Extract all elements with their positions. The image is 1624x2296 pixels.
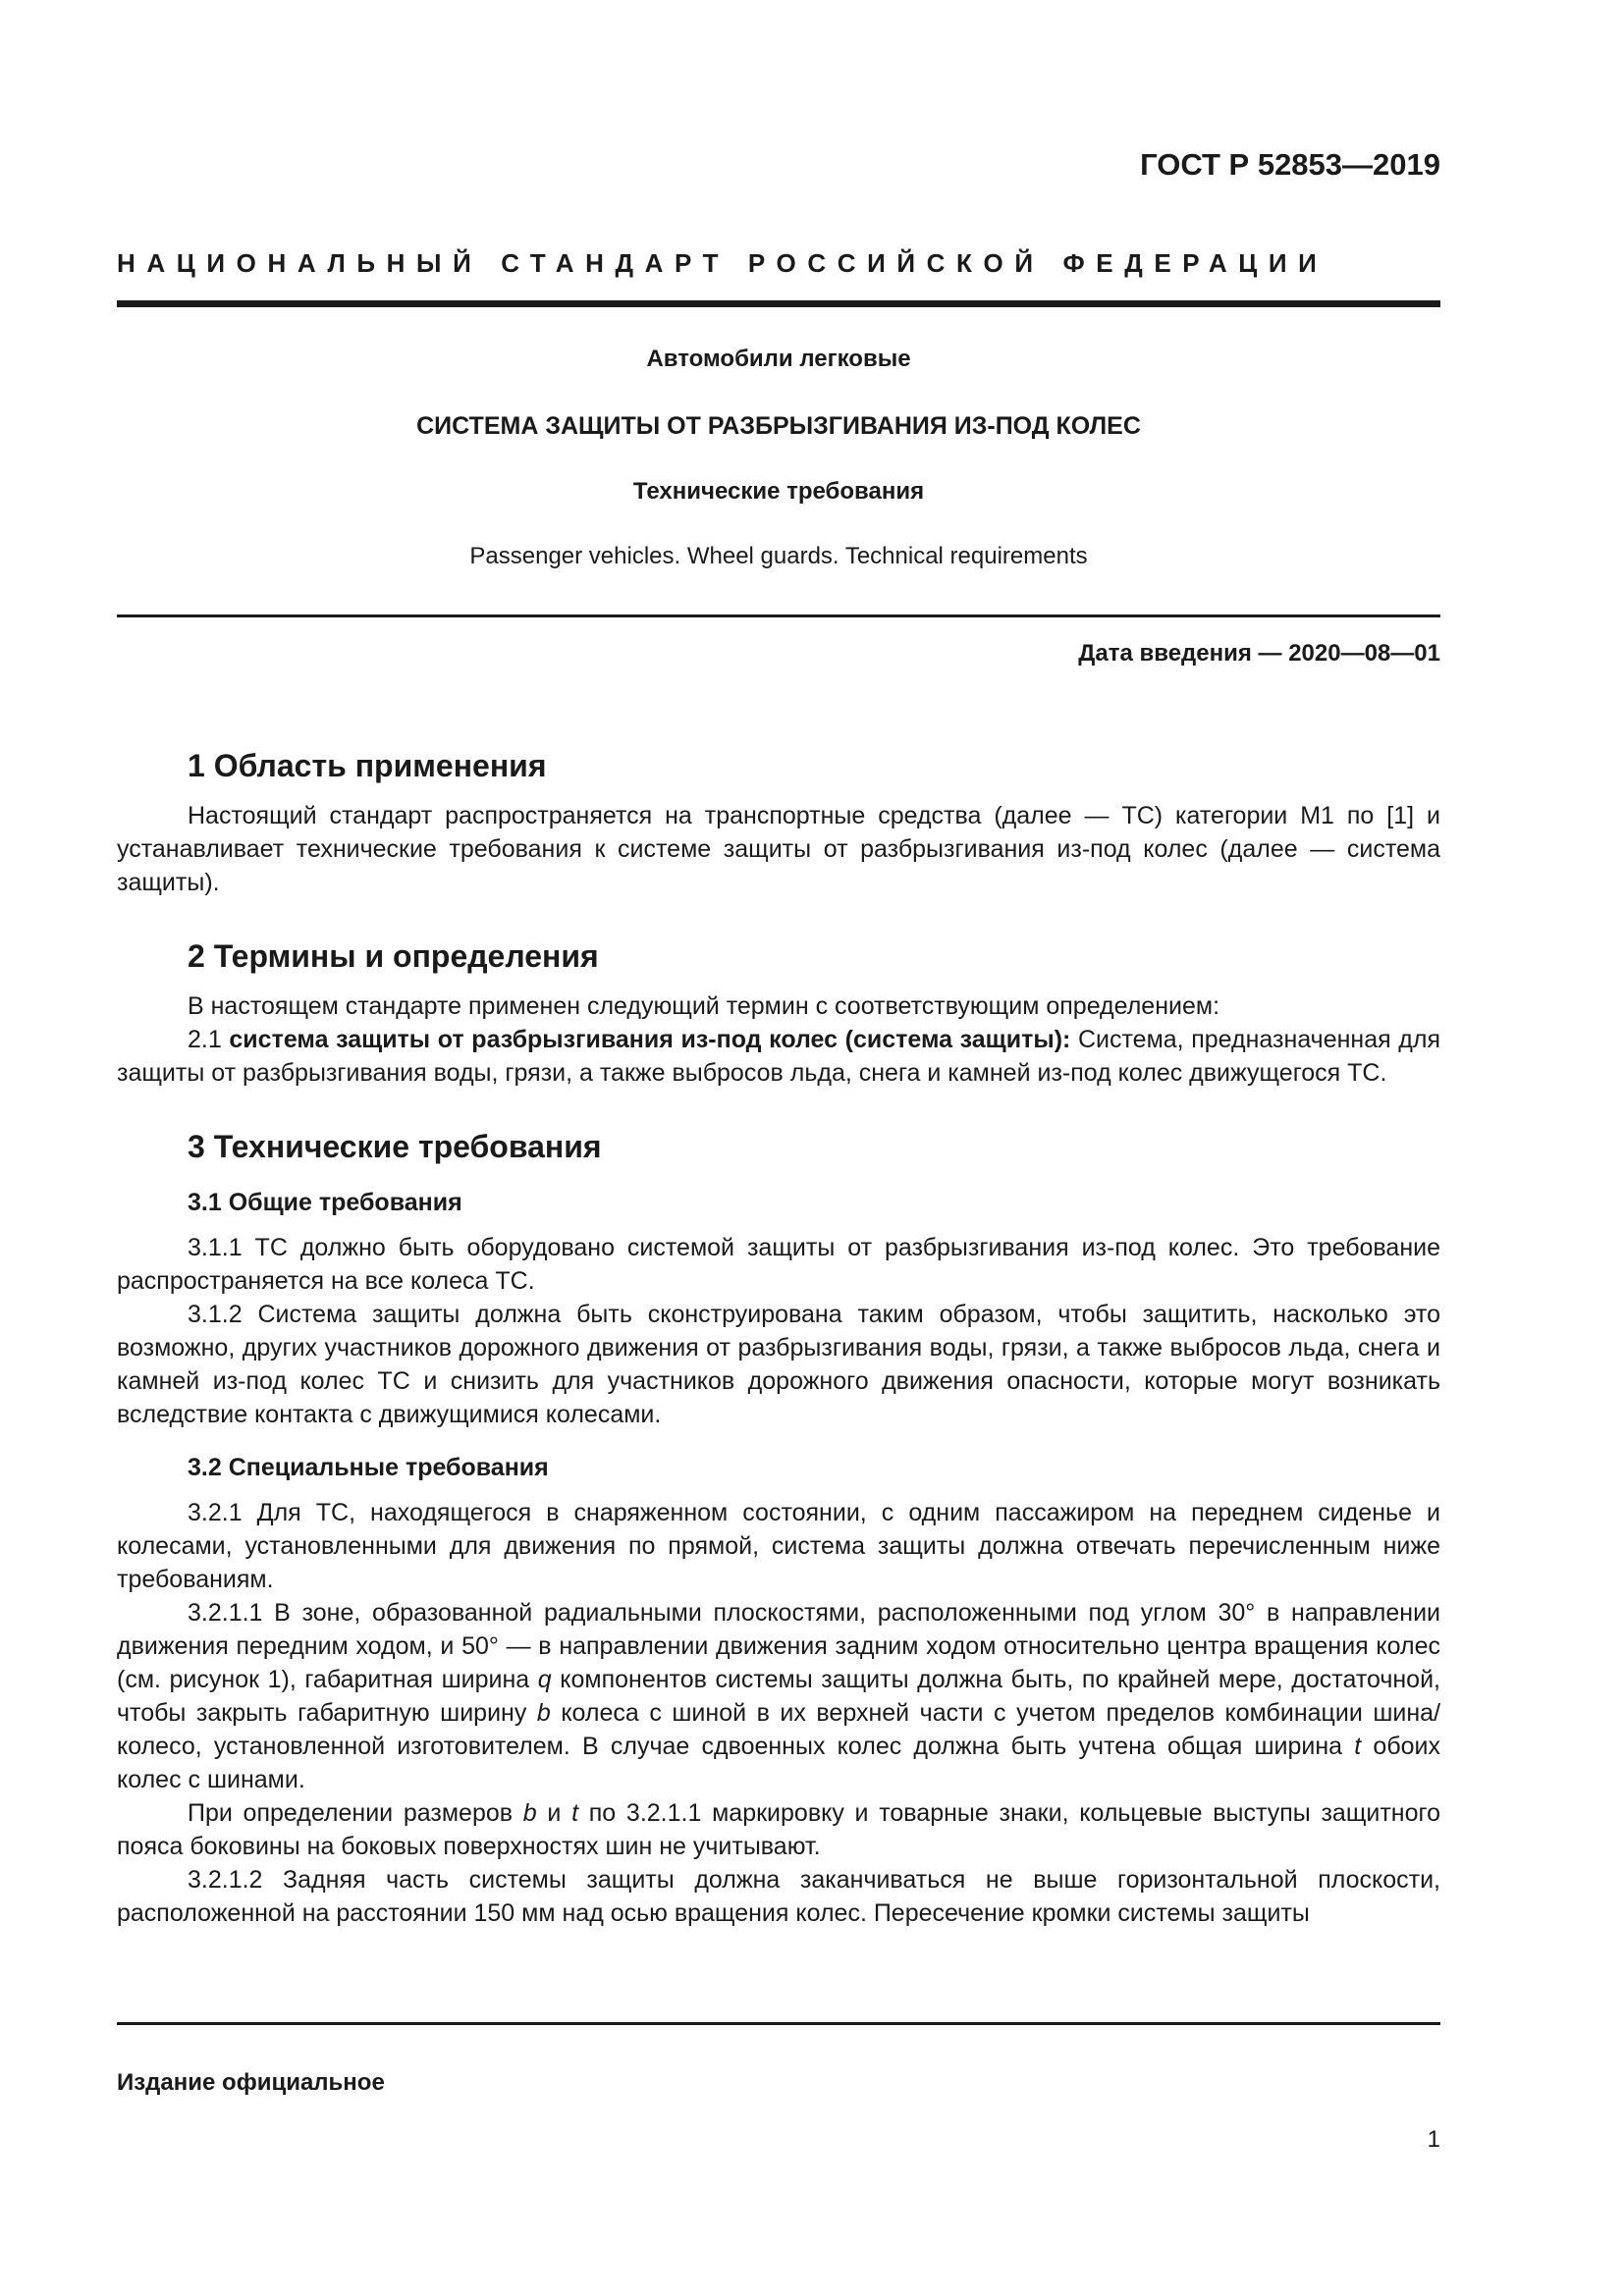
category-title: Автомобили легковые <box>646 346 911 372</box>
variable-b: b <box>536 1699 551 1727</box>
clause-dimension-note <box>117 1796 1440 1863</box>
term-definition: Система, предназначенная для защиты от разбрызгивания воды, грязи, а также выбросов льда, снега и камней из-под колес движущегося ТС. <box>117 1026 1440 1087</box>
clause-text: по 3.2.1.1 маркировку и товарные знаки, кольцевые выступы защитного пояса боковины на боковых поверхностях шин не учитывают. <box>117 1799 1440 1860</box>
header-thick-rule <box>117 300 1440 307</box>
variable-t: t <box>571 1799 579 1827</box>
term-name: система защиты от разбрызгивания из-под колес (система защиты): <box>229 1026 1071 1053</box>
english-title: Passenger vehicles. Wheel guards. Technical requirements <box>469 543 1088 569</box>
official-edition-note: Издание официальное <box>117 2069 385 2096</box>
title-bottom-rule <box>117 614 1440 617</box>
term-number: 2.1 <box>188 1026 222 1053</box>
section-1-paragraph: Настоящий стандарт распространяется на транспортные средства (далее — ТС) категории М1 по [1] и устанавливает технические требования к системе защиты от разбрызгивания из-под колес (далее — система защиты). <box>117 802 1440 896</box>
main-title: СИСТЕМА ЗАЩИТЫ ОТ РАЗБРЫЗГИВАНИЯ ИЗ-ПОД КОЛЕС <box>416 412 1141 440</box>
page-number: 1 <box>1427 2126 1440 2153</box>
variable-t: t <box>1354 1733 1362 1760</box>
national-standard-banner: НАЦИОНАЛЬНЫЙ СТАНДАРТ РОССИЙСКОЙ ФЕДЕРАЦИИ <box>117 248 1328 278</box>
subsection-3-1-heading: 3.1 Общие требования <box>188 1189 462 1216</box>
subsection-3-2-heading: 3.2 Специальные требования <box>188 1454 549 1481</box>
clause-3-2-1-2: 3.2.1.2 Задняя часть системы защиты должна заканчиваться не выше горизонтальной плоскости, расположенной на расстоянии 150 мм над осью вращения колес. Пересечение кромки системы защиты <box>117 1866 1440 1927</box>
clause-text: обоих колес с шинами. <box>117 1733 1441 1793</box>
clause-3-1-2: 3.1.2 Система защиты должна быть сконструирована таким образом, чтобы защитить, насколько это возможно, других участников дорожного движения от разбрызгивания воды, грязи, а также выбросов льда, снега и камней из-под колес ТС и снизить для участников дорожного движения опасности, которые могут возникать вследствие контакта с движущимися колесами. <box>117 1301 1440 1428</box>
term-2-1 <box>117 1023 1440 1090</box>
variable-b: b <box>522 1799 537 1827</box>
clause-3-2-1: 3.2.1 Для ТС, находящегося в снаряженном состоянии, с одним пассажиром на переднем сиденье и колесами, установленными для движения по прямой, система защиты должна отвечать перечисленным ниже требованиям. <box>117 1499 1440 1593</box>
clause-3-2-1-1 <box>117 1596 1440 1796</box>
section-1-heading: 1 Область применения <box>188 748 547 783</box>
clause-text: колеса с шиной в их верхней части с учетом пределов комбинации шина/колесо, установленной изготовителем. В случае сдвоенных колес должна быть учтена общая ширина <box>117 1699 1441 1760</box>
gost-number: ГОСТ Р 52853—2019 <box>1140 147 1440 182</box>
clause-text: компонентов системы защиты должна быть, по крайней мере, достаточной, чтобы закрыть габаритную ширину <box>117 1666 1440 1727</box>
section-3-heading: 3 Технические требования <box>188 1129 602 1164</box>
footer-rule <box>117 2022 1440 2025</box>
subtitle: Технические требования <box>632 478 925 505</box>
clause-3-1-1: 3.1.1 ТС должно быть оборудовано системой защиты от разбрызгивания из-под колес. Это требование распространяется на все колеса ТС. <box>117 1234 1440 1295</box>
variable-q: q <box>537 1666 552 1693</box>
section-2-intro: В настоящем стандарте применен следующий термин с соответствующим определением: <box>188 992 1220 1020</box>
introduction-date: Дата введения — 2020—08—01 <box>1078 640 1440 667</box>
clause-text: и <box>536 1799 572 1827</box>
clause-text: 3.2.1.1 В зоне, образованной радиальными плоскостями, расположенными под углом 30° в направлении движения передним ходом, и 50° — в направлении движения задним ходом относительно центра вращения колес (см. рисунок 1), габаритная ширина <box>117 1599 1440 1693</box>
clause-text: При определении размеров <box>188 1799 523 1827</box>
document-body <box>117 746 1440 1930</box>
section-2-heading: 2 Термины и определения <box>188 938 599 974</box>
